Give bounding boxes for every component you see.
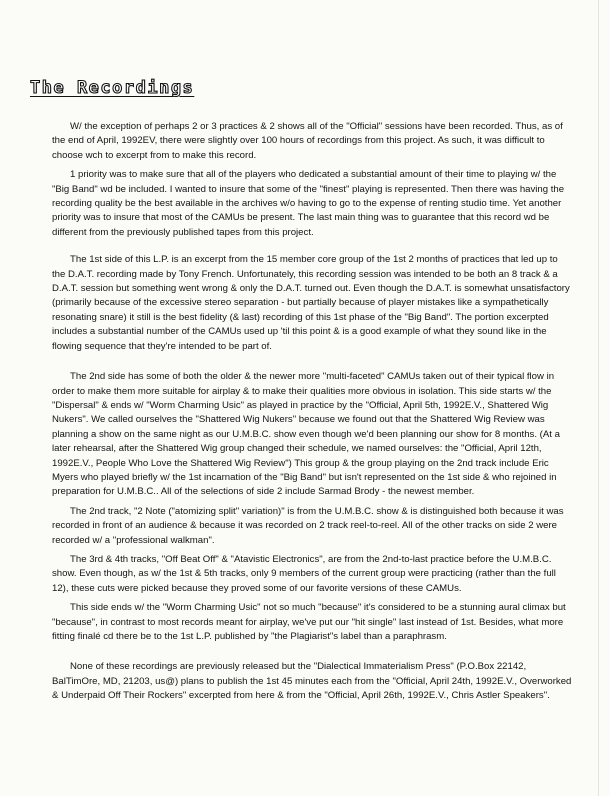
paragraph-third-fourth-tracks: The 3rd & 4th tracks, "Off Beat Off" & "Atavistic Electronics", are from the 2nd-to-last practice before the U.M.B.C. show. Even though, as w/ the 1st & 5th tracks, only 9 members of the current group were practicing (rather than the full 12), these cuts were picked because they proved some of our favorite versions of these CAMUs.: [52, 553, 556, 594]
page-edge-divider: [598, 0, 599, 796]
paragraph-publishing: None of these recordings are previously released but the "Dialectical Immaterialism Press" (P.O.Box 22142, BalTimOre, MD, 21203, us@) plans to publish the 1st 45 minutes each from the "Official, April 24th, 1992E.V., Overworked & Underpaid Off Their Rockers" excerpted from here & from the "Official, April 26th, 1992E.V., Chris Astler Speakers".: [52, 661, 572, 702]
document-body: [52, 120, 572, 709]
page-title: The Recordings: [30, 78, 195, 98]
paragraph-side-two: The 2nd side has some of both the older & the newer more "multi-faceted" CAMUs taken out of their typical flow in order to make them more suitable for airplay & to make their qualities more obvious in isolation. This side starts w/ the "Dispersal" & ends w/ "Worm Charming Usic" as played in practice by the "Official, April 5th, 1992E.V., Shattered Wig Nukers". We called ourselves the "Shattered Wig Nukers" because we found out that the Shattered Wig Review was planning a show on the same night as our U.M.B.C. show even though we'd been planning our show for 8 months. (At a later rehearsal, after the Shattered Wig group changed their schedule, we named ourselves: the "Official, April 12th, 1992E.V., People Who Love the Shattered Wig Review") This group & the group playing on the 2nd track include Eric Myers who played briefly w/ the 1st incarnation of the "Big Band" but isn't represented on the 1st side & who rejoined in preparation for U.M.B.C.. All of the selections of side 2 include Sarmad Brody - the newest member.: [52, 371, 560, 498]
paragraph-priorities: 1 priority was to make sure that all of the players who dedicated a substantial amount of their time to playing w/ the "Big Band" wd be included. I wanted to insure that some of the "finest" playing is represented. Then there was having the recording quality be the best available in the archives w/o having to go to the expense of renting studio time. Yet another priority was to insure that most of the CAMUs be present. The last main thing was to guarantee that this record wd be different from the previously published tapes from this project.: [52, 169, 565, 238]
paragraph-intro: W/ the exception of perhaps 2 or 3 practices & 2 shows all of the "Official" sessions have been recorded. Thus, as of the end of April, 1992EV, there were slightly over 100 hours of recordings from this project. As such, it was difficult to choose wch to excerpt from to make this record.: [52, 121, 563, 161]
paragraph-second-track: The 2nd track, "2 Note ("atomizing split" variation)" is from the U.M.B.C. show & is distinguished both because it was recorded in front of an audience & because it was recorded on 2 track reel-to-reel. All of the other tracks on side 2 were recorded w/ a "professional walkman".: [52, 505, 564, 546]
paragraph-side-one: The 1st side of this L.P. is an excerpt from the 15 member core group of the 1st 2 months of practices that led up to the D.A.T. recording made by Tony French. Unfortunately, this recording session was intended to be both an 8 track & a D.A.T. session but something went wrong & only the D.A.T. turned out. Even though the D.A.T. is somewhat unsatisfactory (primarily because of the excessive stereo separation - but partially because of player mistakes like a sympathetically resonating snare) it still is the best fidelity (& last) recording of this 1st phase of the "Big Band". The portion excerpted includes a substantial number of the CAMUs used up 'til this point & is a good example of what they sound like in the flowing sequence that they're intended to be part of.: [52, 254, 570, 352]
paragraph-side-ending: This side ends w/ the "Worm Charming Usic" not so much "because" it's considered to be a stunning aural climax but "because", in contrast to most records meant for airplay, we've put our "hit single" last instead of 1st. Besides, what more fitting finalé cd there be to the 1st L.P. published by "the Plagiarist"s label than a paraphrasm.: [52, 602, 566, 642]
